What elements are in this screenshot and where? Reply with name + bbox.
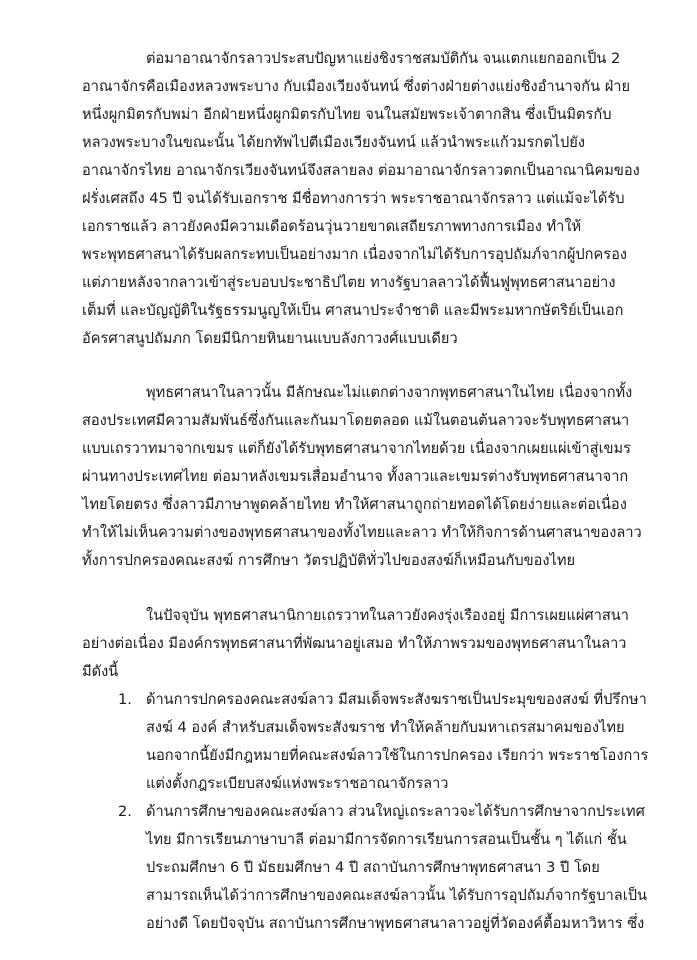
paragraph-1-line-9: แต่ภายหลังจากลาวเข้าสู่ระบอบประชาธิปไตย ทางรัฐบาลลาวได้ฟื้นฟูพุทธศาสนาอย่าง [82, 274, 616, 291]
list-item-2-number: 2. [118, 803, 132, 820]
paragraph-1-line-3: หนึ่งผูกมิตรกับพม่า อีกฝ่ายหนึ่งผูกมิตรกับไทย จนในสมัยพระเจ้าตากสิน ซึ่งเป็นมิตรกับ [82, 106, 612, 123]
paragraph-2-line-5: ไทยโดยตรง ซึ่งลาวมีภาษาพูดคล้ายไทย ทำให้ศาสนาถูกถ่ายทอดได้โดยง่ายและต่อเนื่อง [82, 496, 627, 513]
list-item-2-line-1: ด้านการศึกษาของคณะสงฆ์ลาว ส่วนใหญ่เถระลาวจะได้รับการศึกษาจากประเทศ [146, 803, 645, 820]
list-item-2-line-3: ประถมศึกษา 6 ปี มัธยมศึกษา 4 ปี สถาบันการศึกษาพุทธศาสนา 3 ปี โดย [146, 859, 600, 876]
list-item-2-line-5: อย่างดี โดยปัจจุบัน สถาบันการศึกษาพุทธศาสนาลาวอยู่ที่วัดองค์ตื้อมหาวิหาร ซึ่ง [146, 915, 645, 932]
paragraph-2-line-4: ผ่านทางประเทศไทย ต่อมาหลังเขมรเสื่อมอำนาจ ทั้งลาวและเขมรต่างรับพุทธศาสนาจาก [82, 468, 629, 485]
list-item-1-line-3: นอกจากนี้ยังมีกฎหมายที่คณะสงฆ์ลาวใช้ในการปกครอง เรียกว่า พระราชโองการ [146, 747, 649, 764]
paragraph-1-line-4: หลวงพระบางในขณะนั้น ได้ยกทัพไปตีเมืองเวียงจันทน์ แล้วนำพระแก้วมรกตไปยัง [82, 134, 585, 151]
paragraph-2-line-3: แบบเถรวาทมาจากเขมร แต่ก็ยังได้รับพุทธศาสนาจากไทยด้วย เนื่องจากเผยแผ่เข้าสู่เขมร [82, 440, 631, 457]
paragraph-1-line-8: พระพุทธศาสนาได้รับผลกระทบเป็นอย่างมาก เนื่องจากไม่ได้รับการอุปถัมภ์จากผู้ปกครอง [82, 246, 627, 263]
list-item-2-line-4: สามารถเห็นได้ว่าการศึกษาของคณะสงฆ์ลาวนั้น ได้รับการอุปถัมภ์จากรัฐบาลเป็น [146, 887, 647, 904]
list-item-1-line-1: ด้านการปกครองคณะสงฆ์ลาว มีสมเด็จพระสังฆราชเป็นประมุขของสงฆ์ ที่ปรึกษา [146, 691, 647, 708]
paragraph-3-line-1: ในปัจจุบัน พุทธศาสนานิกายเถรวาทในลาวยังคงรุ่งเรืองอยู่ มีการเผยแผ่ศาสนา [146, 607, 629, 624]
paragraph-2-line-1: พุทธศาสนาในลาวนั้น มีลักษณะไม่แตกต่างจากพุทธศาสนาในไทย เนื่องจากทั้ง [146, 384, 633, 401]
paragraph-1-line-6: ฝรั่งเศสถึง 45 ปี จนได้รับเอกราช มีชื่อทางการว่า พระราชอาณาจักรลาว แต่แม้จะได้รับ [82, 190, 625, 207]
paragraph-1-line-10: เต็มที่ และบัญญัติในรัฐธรรมนูญให้เป็น ศาสนาประจำชาติ และมีพระมหากษัตริย์เป็นเอก [82, 302, 624, 319]
paragraph-1-line-7: เอกราชแล้ว ลาวยังคงมีความเดือดร้อนวุ่นวายขาดเสถียรภาพทางการเมือง ทำให้ [82, 218, 582, 235]
paragraph-2-line-6: ทำให้ไม่เห็นความต่างของพุทธศาสนาของทั้งไทยและลาว ทำให้กิจการด้านศาสนาของลาว [82, 524, 642, 541]
list-item-1-number: 1. [118, 691, 132, 708]
paragraph-2-line-2: สองประเทศมีความสัมพันธ์ซึ่งกันและกันมาโดยตลอด แม้ในตอนต้นลาวจะรับพุทธศาสนา [82, 412, 630, 429]
paragraph-1-line-1: ต่อมาอาณาจักรลาวประสบปัญหาแย่งชิงราชสมบัติกัน จนแตกแยกออกเป็น 2 [146, 50, 621, 67]
list-item-1-line-4: แต่งตั้งกฎระเบียบสงฆ์แห่งพระราชอาณาจักรลาว [146, 775, 449, 792]
paragraph-1-line-5: อาณาจักรไทย อาณาจักรเวียงจันทน์จึงสลายลง ต่อมาอาณาจักรลาวตกเป็นอาณานิคมของ [82, 162, 640, 179]
paragraph-1-line-2: อาณาจักรคือเมืองหลวงพระบาง กับเมืองเวียงจันทน์ ซึ่งต่างฝ่ายต่างแย่งชิงอำนาจกัน ฝ่าย [82, 78, 631, 95]
list-item-2-line-2: ไทย มีการเรียนภาษาบาลี ต่อมามีการจัดการเรียนการสอนเป็นชั้น ๆ ได้แก่ ชั้น [146, 831, 627, 848]
paragraph-1-line-11: อัครศาสนูปถัมภก โดยมีนิกายหินยานแบบลังกาวงศ์แบบเดียว [82, 330, 458, 347]
paragraph-2-line-7: ทั้งการปกครองคณะสงฆ์ การศึกษา วัตรปฏิบัติทั่วไปของสงฆ์ก็เหมือนกับของไทย [82, 552, 576, 569]
paragraph-3-line-3: มีดังนี้ [82, 663, 119, 680]
list-item-1-line-2: สงฆ์ 4 องค์ สำหรับสมเด็จพระสังฆราช ทำให้คล้ายกับมหาเถรสมาคมของไทย [146, 719, 625, 736]
paragraph-3-line-2: อย่างต่อเนื่อง มีองค์กรพุทธศาสนาที่พัฒนาอยู่เสมอ ทำให้ภาพรวมของพุทธศาสนาในลาว [82, 635, 627, 652]
